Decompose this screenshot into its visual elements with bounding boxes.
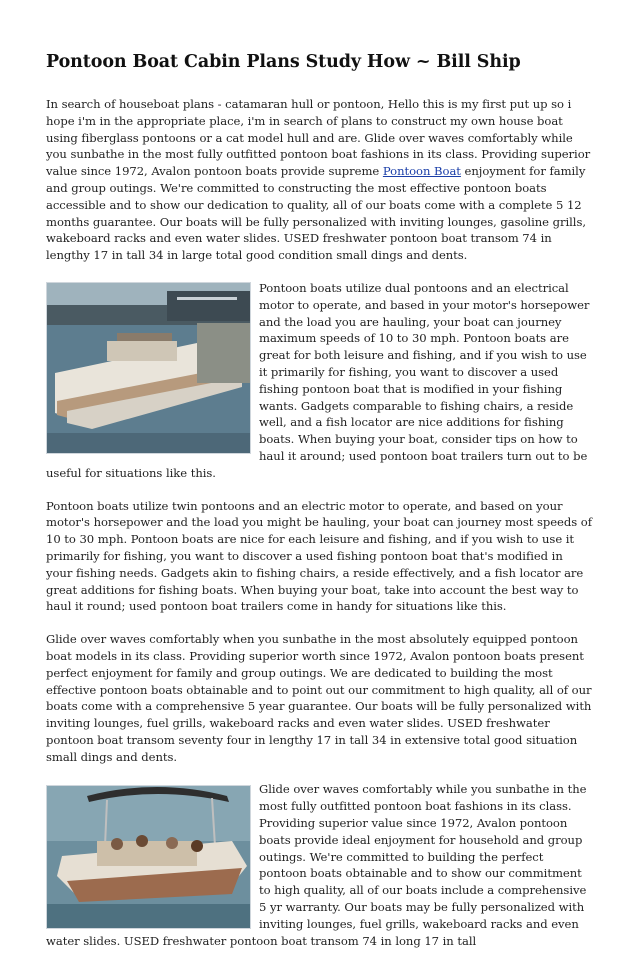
pontoon-boat-photo-passengers <box>46 785 251 929</box>
paragraph-glide-2: Glide over waves comfortably while you sunbathe in the most fully outfitted pontoon boat fashions in its class. Providing superior value since 1972, Avalon pontoon boats provide ideal enjoyment for household and group outings. We're committed to building the perfect pontoon boats obtainable and to show our commitment to high quality, all of our boats include a comprehensive 5 yr warranty. Our boats may be fully personalized with inviting lounges, fuel grills, wakeboard racks and even water slides. USED freshwater pontoon boat transom 74 in long 17 in tall <box>46 782 587 948</box>
page-title: Pontoon Boat Cabin Plans Study How ~ Bill Ship <box>46 52 521 72</box>
paragraph-twin-pontoons: Pontoon boats utilize twin pontoons and an electric motor to operate, and based on your motor's horsepower and the load you might be hauling, your boat can journey most speeds of 10 to 30 mph. Pontoon boats are nice for each leisure and fishing, and if you wish to use it primarily for fishing, you want to discover a used fishing pontoon boat that's modified in your fishing needs. Gadgets akin to fishing chairs, a reside effectively, and a fish locator are great additions for fishing boats. When buying your boat, take into account the best way to haul it round; used pontoon boat trailers come in handy for situations like this. <box>46 498 592 614</box>
article <box>46 46 592 965</box>
pontoon-boat-photo-docked <box>46 282 251 454</box>
paragraph-glide-1: Glide over waves comfortably when you sunbathe in the most absolutely equipped pontoon boat models in its class. Providing superior worth since 1972, Avalon pontoon boats present perfect enjoyment for family and group outings. We are dedicated to building the most effective pontoon boats obtainable and to point out our commitment to high quality, all of our boats come with a comprehensive 5 year guarantee. Our boats will be fully personalized with inviting lounges, fuel grills, wakeboard racks and even water slides. USED freshwater pontoon boat transom seventy four in lengthy 17 in tall 34 in extensive total good situation small dings and dents. <box>46 632 592 764</box>
paragraph-intro-text-1: In search of houseboat plans - catamaran hull or pontoon, Hello this is my first put up so i hope i'm in the appropriate place, i'm in search of plans to construct my own house boat using fiberglass pontoons or a cat model hull and are. Glide over waves comfortably while you sunbathe in the most fully outfitted pontoon boat fashions in its class. Providing superior value since 1972, Avalon pontoon boats provide supreme <box>46 97 591 179</box>
paragraph-intro <box>46 96 592 264</box>
paragraph-intro-text-2: enjoyment for family and group outings. We're committed to constructing the most effective pontoon boats accessible and to show our dedication to quality, all of our boats come with a complete 5 12 months guarantee. Our boats will be fully personalized with inviting lounges, gasoline grills, wakeboard racks and even water slides. USED freshwater pontoon boat transom 74 in lengthy 17 in tall 34 in large total good condition small dings and dents. <box>46 164 586 263</box>
paragraph-motors: Pontoon boats utilize dual pontoons and an electrical motor to operate, and based in your motor's horsepower and the load you are hauling, your boat can journey maximum speeds of 10 to 30 mph. Pontoon boats are great for both leisure and fishing, and if you wish to use it primarily for fishing, you want to discover a used fishing pontoon boat that is modified in your fishing wants. Gadgets comparable to fishing chairs, a reside well, and a fish locator are nice additions for fishing boats. When buying your boat, consider tips on how to haul it around; used pontoon boat trailers turn out to be useful for situations like this. <box>46 280 590 480</box>
pontoon-boat-link[interactable]: Pontoon Boat <box>382 164 461 179</box>
